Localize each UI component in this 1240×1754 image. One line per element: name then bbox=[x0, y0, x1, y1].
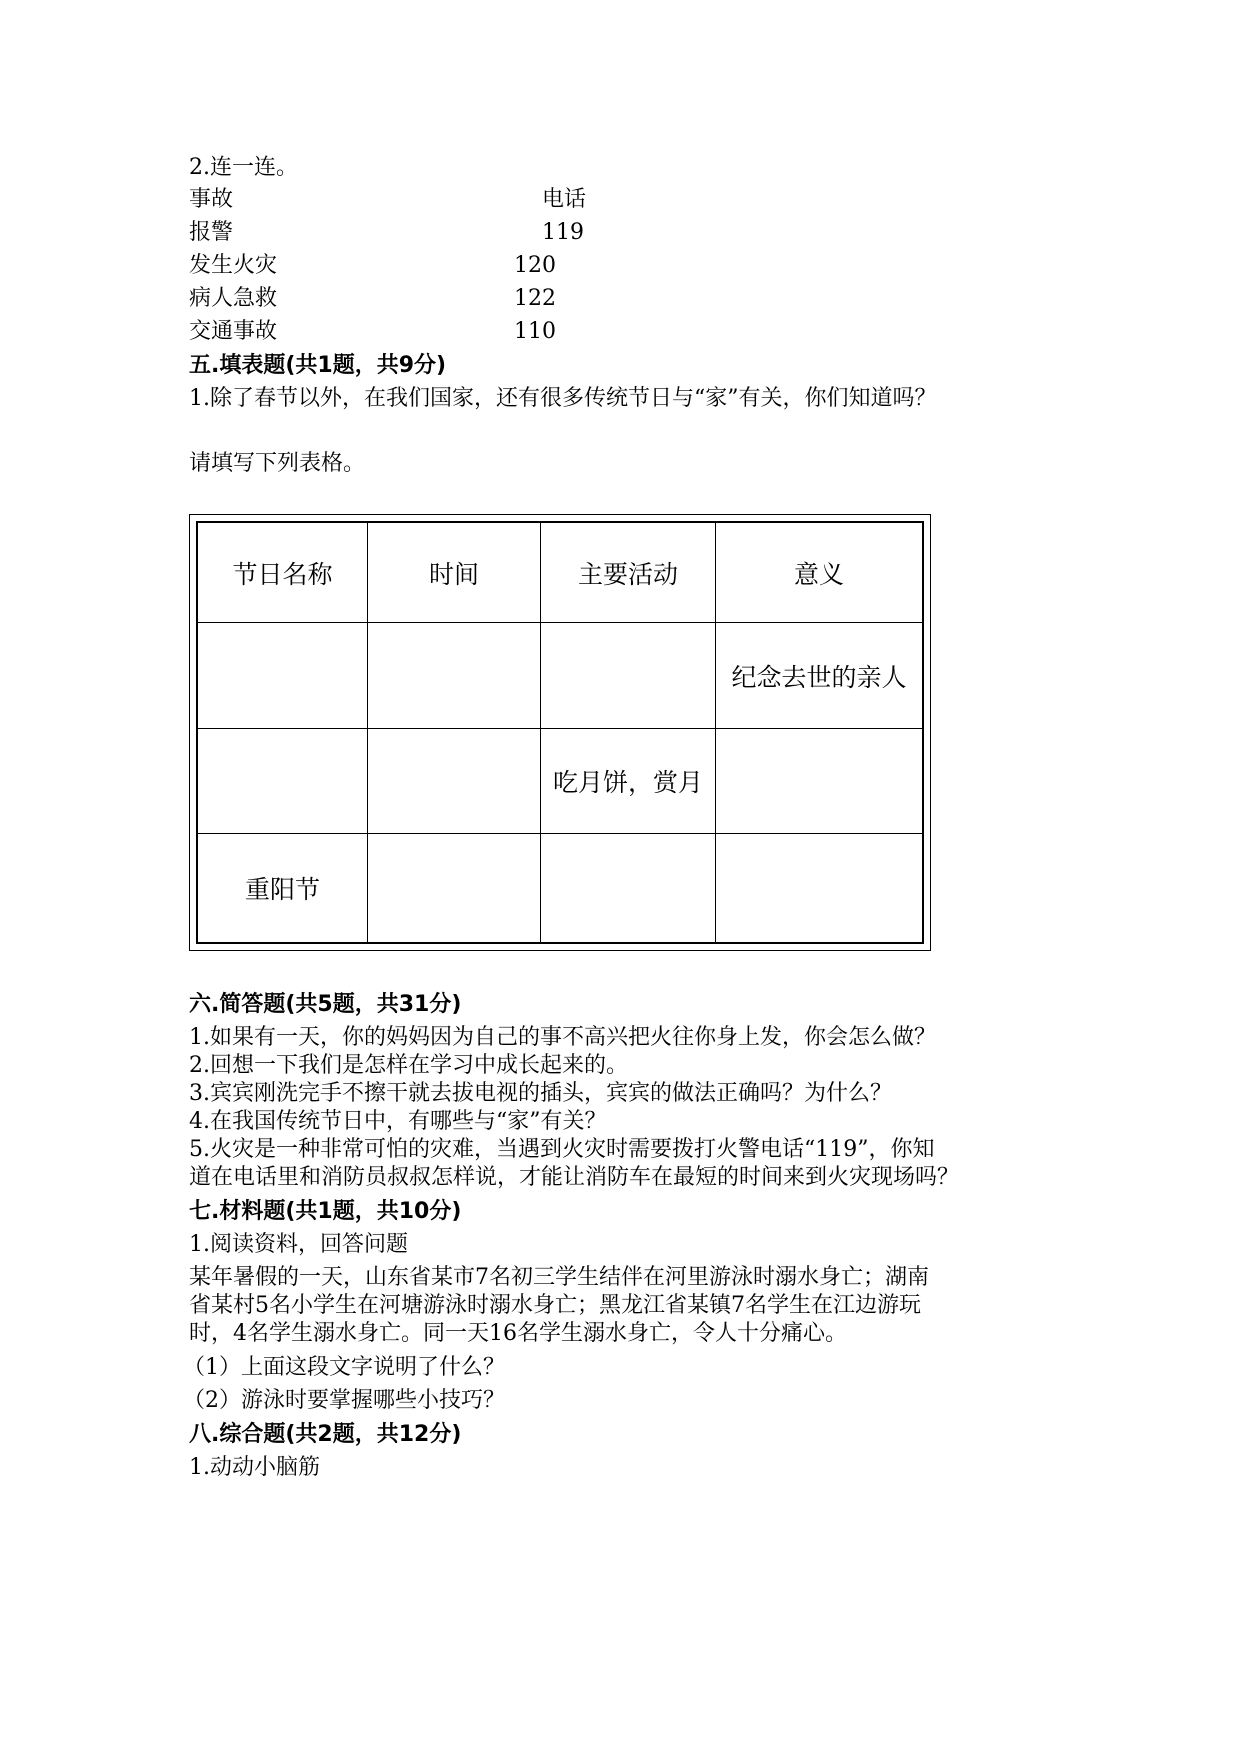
matching-right-5: 110 bbox=[514, 319, 556, 344]
section6-question-1: 1.如果有一天，你的妈妈因为自己的事不高兴把火往你身上发，你会怎么做？ bbox=[189, 1025, 936, 1050]
table-cell bbox=[198, 623, 367, 728]
table-cell bbox=[541, 834, 715, 942]
passage-line: 时，4名学生溺水身亡。同一天16名学生溺水身亡，令人十分痛心。 bbox=[189, 1321, 847, 1346]
section6-question-4: 4.在我国传统节日中，有哪些与“家”有关？ bbox=[189, 1109, 607, 1134]
section7-question-1: 1.阅读资料，回答问题 bbox=[189, 1232, 408, 1257]
matching-left-5: 交通事故 bbox=[189, 319, 278, 344]
matching-right-2: 119 bbox=[542, 220, 584, 245]
section7-heading: 七.材料题(共1题，共10分) bbox=[189, 1199, 462, 1224]
table-header-cell: 时间 bbox=[428, 559, 479, 589]
section6-question-5: 5.火灾是一种非常可怕的灾难，当遇到火灾时需要拨打火警电话“119”，你知 bbox=[189, 1137, 935, 1162]
table-cell bbox=[541, 623, 715, 728]
table-cell: 吃月饼，赏月 bbox=[552, 768, 703, 797]
section5-question-1: 1.除了春节以外，在我们国家，还有很多传统节日与“家”有关，你们知道吗？ bbox=[189, 386, 937, 411]
matching-left-1: 事故 bbox=[189, 187, 234, 212]
passage-line: 省某村5名小学生在河塘游泳时溺水身亡；黑龙江省某镇7名学生在江边游玩 bbox=[189, 1293, 921, 1318]
section5-instruction: 请填写下列表格。 bbox=[189, 451, 366, 476]
passage-line: 某年暑假的一天，山东省某市7名初三学生结伴在河里游泳时溺水身亡；湖南 bbox=[189, 1265, 929, 1290]
table-cell bbox=[368, 623, 540, 728]
section6-question-3: 3.宾宾刚洗完手不擦干就去拔电视的插头，宾宾的做法正确吗？为什么？ bbox=[189, 1081, 892, 1106]
table-cell: 纪念去世的亲人 bbox=[731, 662, 907, 692]
table-cell: 重阳节 bbox=[244, 875, 320, 904]
table-header-cell: 节日名称 bbox=[232, 559, 333, 589]
matching-title: 2.连一连。 bbox=[189, 155, 298, 180]
matching-left-4: 病人急救 bbox=[189, 286, 278, 311]
section6-question-2: 2.回想一下我们是怎样在学习中成长起来的。 bbox=[189, 1053, 628, 1078]
section6-question-5-cont: 道在电话里和消防员叔叔怎样说，才能让消防车在最短的时间来到火灾现场吗？ bbox=[189, 1165, 960, 1190]
sub-question-1: （1）上面这段文字说明了什么？ bbox=[183, 1355, 505, 1380]
section5-heading: 五.填表题(共1题，共9分) bbox=[189, 353, 447, 378]
table-cell bbox=[716, 729, 922, 833]
table-cell bbox=[716, 834, 922, 942]
matching-left-3: 发生火灾 bbox=[189, 253, 278, 278]
table-cell bbox=[368, 834, 540, 942]
table-header-cell: 意义 bbox=[793, 559, 844, 589]
sub-question-2: （2）游泳时要掌握哪些小技巧？ bbox=[183, 1388, 505, 1413]
matching-right-1: 电话 bbox=[542, 187, 587, 212]
section8-question-1: 1.动动小脑筋 bbox=[189, 1455, 320, 1480]
section8-heading: 八.综合题(共2题，共12分) bbox=[189, 1422, 462, 1447]
section6-heading: 六.简答题(共5题，共31分) bbox=[189, 992, 462, 1017]
table-cell bbox=[368, 729, 540, 833]
matching-right-3: 120 bbox=[514, 253, 556, 278]
table-cell bbox=[198, 729, 367, 833]
matching-right-4: 122 bbox=[514, 286, 556, 311]
table-header-cell: 主要活动 bbox=[577, 559, 678, 589]
matching-left-2: 报警 bbox=[189, 220, 234, 245]
